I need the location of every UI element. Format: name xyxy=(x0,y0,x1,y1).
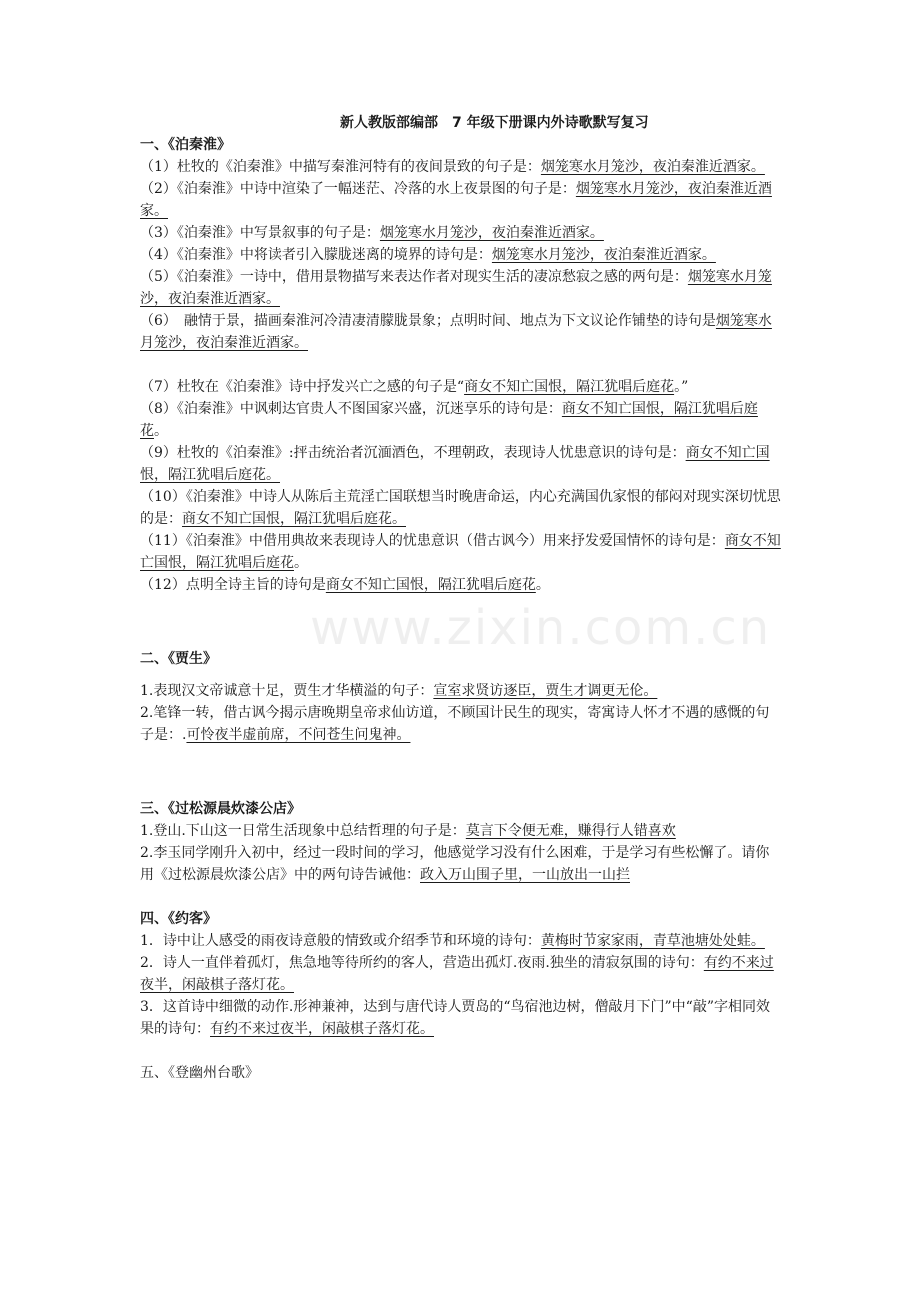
answer-text: 烟笼寒水月笼沙，夜泊秦淮近酒家。 xyxy=(140,313,772,351)
answer-text: 商女不知亡国恨，隔江犹唱后庭花 xyxy=(325,577,536,593)
worksheet-body xyxy=(140,112,782,1084)
answer-text: 黄梅时节家家雨，青草池塘处处蛙。 xyxy=(540,933,765,949)
answer-text: 烟笼寒水月笼沙，夜泊秦淮近酒家。 xyxy=(140,269,772,307)
section-heading-bo-qin-huai: 一、《泊秦淮》 xyxy=(140,137,231,153)
page-title: 新人教版部编部 7 年级下册课内外诗歌默写复习 xyxy=(340,115,649,131)
answer-text: 宣室求贤访逐臣，贾生才调更无伦。 xyxy=(433,683,658,699)
answer-text: 商女不知亡国恨，隔江犹唱后庭花 xyxy=(464,379,675,395)
question-item: 1.登山.下山这一日常生活现象中总结哲理的句子是：莫言下令便无难，赚得行人错喜欢 xyxy=(140,823,676,839)
answer-text: 商女不知亡国恨，隔江犹唱后庭花。 xyxy=(182,511,406,527)
question-item: （2）《泊秦淮》中诗中渲染了一幅迷茫、冷落的水上夜景图的句子是：烟笼寒水月笼沙，夜泊秦淮近酒家。 xyxy=(140,181,772,219)
question-item: （9）杜牧的《泊秦淮》:抨击统治者沉湎酒色，不理朝政，表现诗人忧患意识的诗句是：商女不知亡国恨，隔江犹唱后庭花。 xyxy=(140,445,770,483)
question-item: 2.李玉同学刚升入初中，经过一段时间的学习，他感觉学习没有什么困难，于是学习有些松懈了。请你用《过松源晨炊漆公店》中的两句诗告诫他：政入万山围子里，一山放出一山拦 xyxy=(140,845,770,883)
answer-text: 烟笼寒水月笼沙，夜泊秦淮近酒家。 xyxy=(491,247,716,263)
answer-text: 烟笼寒水月笼沙，夜泊秦淮近酒家。 xyxy=(379,225,604,241)
answer-text: 可怜夜半虚前席，不问苍生问鬼神。 xyxy=(186,727,411,743)
question-item: （3）《泊秦淮》中写景叙事的句子是：烟笼寒水月笼沙，夜泊秦淮近酒家。 xyxy=(140,225,604,241)
question-item: （6） 融情于景，描画秦淮河冷清凄清朦胧景象；点明时间、地点为下文议论作铺垫的诗句是烟笼寒水月笼沙，夜泊秦淮近酒家。 xyxy=(140,313,772,351)
question-item: 1．诗中让人感受的雨夜诗意般的情致或介绍季节和环境的诗句：黄梅时节家家雨，青草池塘处处蛙。 xyxy=(140,933,765,949)
section-heading-yue-ke: 四、《约客》 xyxy=(140,911,217,927)
section-heading-deng-you-zhou: 五、《登幽州台歌》 xyxy=(140,1065,259,1081)
answer-text: 商女不知亡国恨，隔江犹唱后庭花 xyxy=(140,401,758,439)
section-heading-jia-sheng: 二、《贾生》 xyxy=(140,651,217,667)
question-item: （1）杜牧的《泊秦淮》中描写秦淮河特有的夜间景致的句子是：烟笼寒水月笼沙，夜泊秦淮近酒家。 xyxy=(140,159,765,175)
answer-text: 政入万山围子里，一山放出一山拦 xyxy=(420,867,630,883)
question-item: 2.笔锋一转，借古讽今揭示唐晚期皇帝求仙访道，不顾国计民生的现实，寄寓诗人怀才不遇的感慨的句子是：.可怜夜半虚前席，不问苍生问鬼神。 xyxy=(140,705,770,743)
question-item: （10）《泊秦淮》中诗人从陈后主荒淫亡国联想当时晚唐命运，内心充满国仇家恨的郁闷对现实深切忧思的是：商女不知亡国恨，隔江犹唱后庭花。 xyxy=(140,489,781,527)
answer-text: 烟笼寒水月笼沙，夜泊秦淮近酒家。 xyxy=(540,159,765,175)
answer-text: 烟笼寒水月笼沙，夜泊秦淮近酒家。 xyxy=(140,181,772,219)
watermark: www.zixin.com.cn xyxy=(310,600,772,656)
question-item: 2．诗人一直伴着孤灯，焦急地等待所约的客人，营造出孤灯.夜雨.独坐的清寂氛围的诗句：有约不来过夜半，闲敲棋子落灯花。 xyxy=(140,955,774,993)
question-item: （7）杜牧在《泊秦淮》诗中抒发兴亡之感的句子是“商女不知亡国恨，隔江犹唱后庭花。” xyxy=(140,379,689,395)
question-item: （8）《泊秦淮》中讽刺达官贵人不图国家兴盛，沉迷享乐的诗句是：商女不知亡国恨，隔江犹唱后庭花。 xyxy=(140,401,758,439)
question-item: （11）《泊秦淮》中借用典故来表现诗人的忧患意识（借古讽今）用来抒发爱国情怀的诗句是：商女不知亡国恨，隔江犹唱后庭花。 xyxy=(140,533,781,571)
question-item: （12）点明全诗主旨的诗句是商女不知亡国恨，隔江犹唱后庭花。 xyxy=(140,577,550,593)
question-item: 3．这首诗中细微的动作.形神兼神，达到与唐代诗人贾岛的“鸟宿池边树，僧敲月下门”中“敲”字相同效果的诗句：有约不来过夜半，闲敲棋子落灯花。 xyxy=(140,999,770,1037)
question-item: 1.表现汉文帝诚意十足，贾生才华横溢的句子：宣室求贤访逐臣，贾生才调更无伦。 xyxy=(140,683,658,699)
answer-text: 商女不知亡国恨，隔江犹唱后庭花 xyxy=(140,533,781,571)
question-item: （5）《泊秦淮》一诗中，借用景物描写来表达作者对现实生活的凄凉愁寂之感的两句是：烟笼寒水月笼沙，夜泊秦淮近酒家。 xyxy=(140,269,772,307)
section-heading-guo-song-yuan: 三、《过松源晨炊漆公店》 xyxy=(140,801,301,817)
answer-text: 有约不来过夜半，闲敲棋子落灯花。 xyxy=(140,955,774,993)
answer-text: 有约不来过夜半，闲敲棋子落灯花。 xyxy=(210,1021,434,1037)
question-item: （4）《泊秦淮》中将读者引入朦胧迷离的境界的诗句是：烟笼寒水月笼沙，夜泊秦淮近酒家。 xyxy=(140,247,716,263)
answer-text: 莫言下令便无难，赚得行人错喜欢 xyxy=(465,823,676,839)
answer-text: 商女不知亡国恨，隔江犹唱后庭花。 xyxy=(140,445,770,483)
